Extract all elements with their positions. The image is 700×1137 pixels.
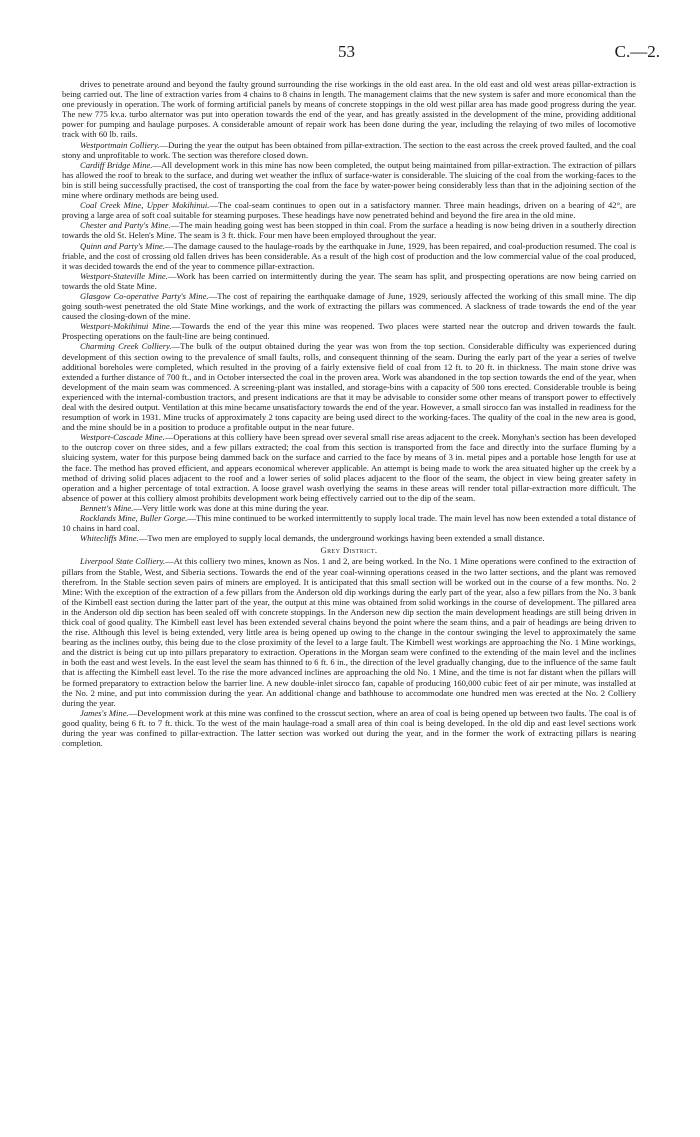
paragraph-continuation	[62, 79, 636, 140]
paragraph-lead: Quinn and Party's Mine.	[80, 240, 165, 251]
paragraph-lead: Westport-Stateville Mine.	[80, 270, 168, 281]
paragraph-text: —The coal-seam continues to open out in a satisfactory manner. Three main headings, driven on a bearing of 42°, are proving a large area of soft coal suitable for steaming purposes. These headings have now penetrated behind and beyond the fire area in the old mine.	[62, 200, 636, 221]
paragraph-text: —The bulk of the output obtained during the year was won from the top section. Considerable difficulty was experienced during development of this section owing to the prevalence of small faults, rolls, and consequent thinning of the seam. During the early part of the year a series of twelve additional boreholes were completed, which resulted in the proving of a fairly extensive field of coal from 12 ft. to 20 ft. in thickness. The main stone drive was extended a further distance of 700 ft., and in October intersected the coal in the proven area. Work was abandoned in the top section towards the end of the year, when development of the main seam was commenced. A screening-plant was installed, and storage-bins with a capacity of 500 tons erected. Considerable trouble is being experienced with the internal-combustion tractors, and present indications are that it may be advisable to consider some other means of transport power to effectively deal with the desired output. Ventilation at this mine became unsatisfactory towards the end of the year. However, a small sirocco fan was installed in readiness for the resumption of work in 1931. Mine trucks of approximately 2 tons capacity are being used direct to the working-faces. The quality of the coal in the new area is good, and the mine should be in a position to produce a profitable output in the near future.	[62, 341, 636, 433]
page-number: 53	[338, 42, 355, 61]
paragraph-bennetts	[62, 503, 636, 513]
paragraph-glasgow	[62, 291, 636, 321]
section-code: C.—2.	[614, 42, 660, 61]
paragraph-westport-stateville	[62, 271, 636, 291]
paragraph-text: —Operations at this colliery have been spread over several small rise areas adjacent to the creek. Monyhan's section has been developed to the outcrop cover on three sides, and a few pillars extracted; the coal from this section is transported from the face and directly into the surface fluming by a sluicing system, water for this purpose being dammed back on the surface and carried to the face by means of 3 in. metal pipes and a portable hose length for use at the face. The method has proved efficient, and appears economical wherever applicable. An attempt is being made to work the area situated higher up the creek by a method of driving solid places adjacent to the roof and a lower series of solid places adjacent to the floor of the seam, the object in view being greater safety in operation and a higher percentage of total extraction. A loose gravel wash overlying the seams in these areas will render total pillar-extraction more difficult. The absence of power at this colliery almost prohibits development work being effectively carried out to the dip of the seam.	[62, 432, 636, 503]
page-header	[0, 42, 700, 66]
paragraph-cardiff-bridge	[62, 160, 636, 200]
paragraph-chester	[62, 220, 636, 240]
paragraph-text: —The damage caused to the haulage-roads by the earthquake in June, 1929, has been repaired, and coal-production resumed. The coal is friable, and the cost of crossing old fallen drives has been considerable. As a result of the high cost of production and the low commercial value of the coal produced, it was decided towards the end of the year to commence pillar-extraction.	[62, 240, 636, 271]
paragraph-text: —At this colliery two mines, known as Nos. 1 and 2, are being worked. In the No. 1 Mine operations were confined to the extraction of pillars from the Stable, West, and Siberia sections. Towards the end of the year coal-winning operations ceased in the two latter sections, and the plant was removed therefrom. In the Stable section seven pairs of miners are employed. It is anticipated that this small section will be worked out in the course of a few months. No. 2 Mine: With the exception of the extraction of a few pillars from the Anderson old dip workings during the early part of the year, also a few pillars from the No. 3 bank of the Kimbell east section during the latter part of the year, the output at this mine was obtained from solid workings in the course of development. The pillared area in the Anderson old dip section has been sealed off with concrete stoppings. In the Anderson new dip section the main development headings are still being driven in thick coal of good quality. The Kimbell east level has been extended several chains beyond the point where the seam thins, and a pair of headings are being driven to the rise. Although this level is being extended, very little area is being opened up owing to the change in the contour swinging the level to approximately the same bearing as the inclines outby, this being due to the close proximity of the level to a large fault. The Kimbell west workings are approaching the No. 1 Mine workings, and the district is being cut up into pillars preparatory to extraction. Operations in the Morgan seam were confined to the extending of the main level and the inclines in both the east and west levels. In the east level the seam has thinned to 6 ft. 6 in., the direction of the level gradually changing, due to the influence of the same fault that is affecting the Kimbell east level. To the rise the more advanced inclines are approaching the old No. 1 Mine, and the time is not far distant when the pillars will be formed preparatory to extraction below the barrier line. A new double-inlet sirocco fan, capable of producing 160,000 cubic feet of air per minute, was installed at the No. 2 mine, and put into commission during the year. An additional change and bathhouse to accommodate one hundred men was erected at the No. 2 Colliery during the year.	[62, 556, 636, 708]
paragraph-lead: Rocklands Mine, Buller Gorge.	[80, 513, 188, 524]
district-heading: Grey District.	[320, 545, 378, 556]
paragraph-lead: Cardiff Bridge Mine.	[80, 159, 153, 170]
paragraph-quinn	[62, 241, 636, 271]
paragraph-text: —Two men are employed to supply local demands, the underground workings having been extended a small distance.	[138, 533, 545, 544]
paragraph-text: —During the year the output has been obtained from pillar-extraction. The section to the east across the creek proved faulted, and the coal stony and unprofitable to work. The section was therefore closed down.	[62, 139, 636, 160]
report-body	[62, 79, 636, 748]
paragraph-whitecliffs	[62, 533, 636, 543]
paragraph-lead: Charming Creek Colliery.	[80, 341, 172, 352]
paragraph-text: —This mine continued to be worked intermittently to supply local trade. The main level has now been extended a total distance of 10 chains in hard coal.	[62, 513, 636, 534]
paragraph-lead: Westport-Mokihinui Mine.	[80, 321, 172, 332]
paragraph-text: —Development work at this mine was confined to the crosscut section, where an area of coal is being opened up between two faults. The coal is of good quality, being 6 ft. to 7 ft. thick. To the west of the main haulage-road a small area of thin coal is being developed. In the old dip and east level sections work during the year was confined to pillar-extraction. The latter section was worked out during the year, and in the former the work of extracting pillars is nearing completion.	[62, 707, 637, 749]
paragraph-lead: Liverpool State Colliery.	[80, 556, 166, 567]
paragraph-lead: James's Mine.	[80, 707, 129, 718]
paragraph-text: —Very little work was done at this mine during the year.	[133, 502, 329, 513]
paragraph-lead: Westportmain Colliery.	[80, 139, 160, 150]
paragraph-text: —The main heading going west has been stopped in thin coal. From the surface a heading is now being driven in a southerly direction towards the old St. Helen's Mine. The seam is 3 ft. thick. Four men have been employed throughout the year.	[62, 220, 637, 241]
paragraph-westport-cascade	[62, 432, 636, 503]
paragraph-lead: Glasgow Co-operative Party's Mine.	[80, 290, 209, 301]
paragraph-lead: Whitecliffs Mine.	[80, 533, 139, 544]
paragraph-charming-creek	[62, 341, 636, 432]
paragraph-coal-creek	[62, 200, 636, 220]
paragraph-james	[62, 708, 636, 748]
paragraph-westportmain	[62, 140, 636, 160]
paragraph-text: —The cost of repairing the earthquake damage of June, 1929, seriously affected the working of this small mine. The dip going south-west penetrated the old State Mine workings, and the work of extracting the pillars was commenced. A slackness of trade towards the end of the year caused the closing-down of the mine.	[62, 290, 636, 322]
paragraph-text: —Work has been carried on intermittently during the year. The seam has split, and prospecting operations are now being carried on towards the old State Mine.	[62, 270, 636, 291]
paragraph-lead: Chester and Party's Mine.	[80, 220, 171, 231]
paragraph-liverpool	[62, 556, 636, 707]
paragraph-text: —Towards the end of the year this mine was reopened. Two places were started near the outcrop and driven towards the fault. Prospecting operations on the fault-line are being continued.	[62, 321, 636, 342]
paragraph-rocklands	[62, 513, 636, 533]
paragraph-text: drives to penetrate around and beyond the faulty ground surrounding the rise workings in the old east area. In the old east and old west areas pillar-extraction is being carried out. The line of extraction varies from 4 chains to 8 chains in length. The management claims that the new system is safer and more economical than the one previously in operation. The work of forming artificial panels by means of concrete stoppings in the old west pillar area has made good progress during the year. The new 775 kv.a. turbo alternator was put into operation towards the end of the year, and has greatly assisted in the development of the mine, providing additional power for pumping and haulage purposes. A considerable amount of repair work has been done during the year, including the relaying of two miles of locomotive track with 60 lb. rails.	[62, 79, 636, 140]
paragraph-lead: Coal Creek Mine, Upper Mokihinui.	[80, 200, 210, 211]
paragraph-text: —All development work in this mine has now been completed, the output being maintained from pillar-extraction. The extraction of pillars has allowed the roof to break to the surface, and during wet weather the influx of surface-water is considerable. The sluicing of the coal from the working-faces to the bin is still being successfully practised, the cost of transporting the coal from the face by water-power being considerably less than that in the adjoining section of the mine where ordinary methods are being used.	[62, 159, 637, 201]
paragraph-westport-mokihinui	[62, 321, 636, 341]
paragraph-lead: Westport-Cascade Mine.	[80, 432, 165, 443]
paragraph-lead: Bennett's Mine.	[80, 502, 134, 513]
